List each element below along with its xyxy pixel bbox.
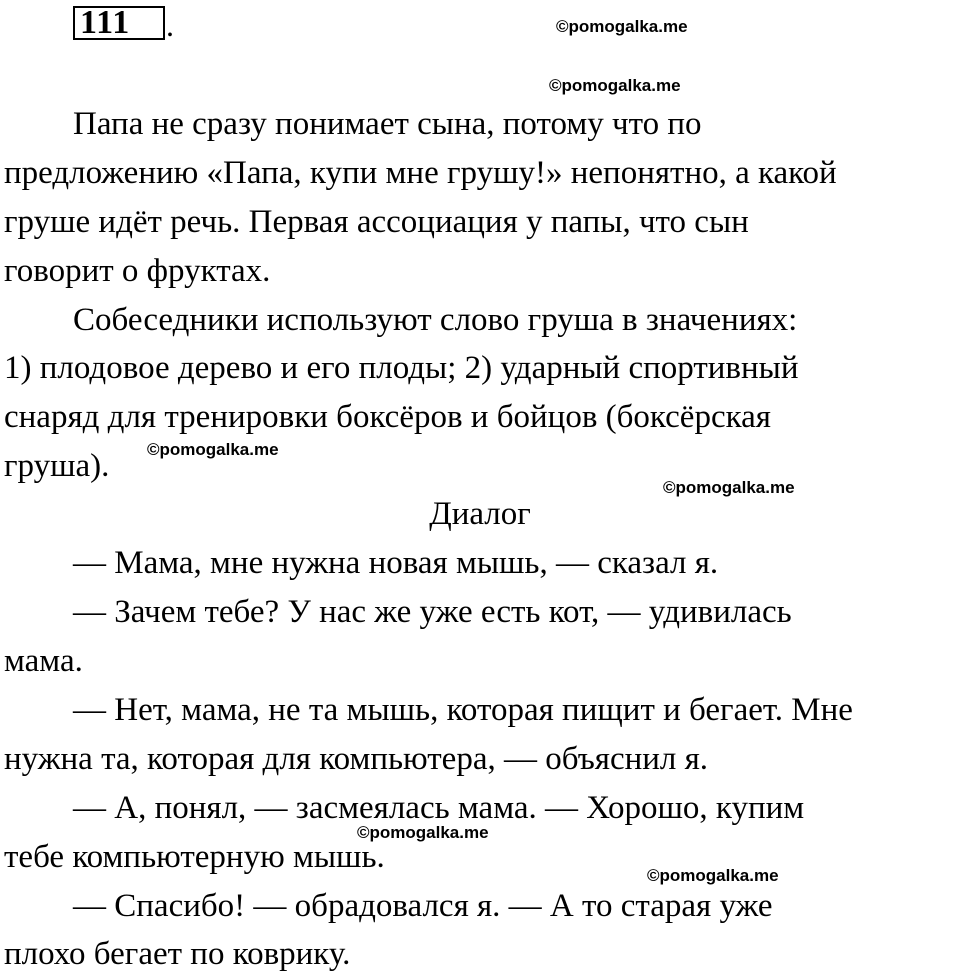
paragraph-line: груше идёт речь. Первая ассоциация у папы, что сын bbox=[4, 204, 749, 240]
paragraph-line: Собеседники используют слово груша в значениях: bbox=[73, 302, 798, 338]
watermark: ©pomogalka.me bbox=[663, 478, 795, 497]
dialog-line: — Зачем тебе? У нас же уже есть кот, — удивилась bbox=[73, 594, 792, 630]
paragraph-line: груша). bbox=[4, 448, 110, 484]
paragraph-line: предложению «Папа, купи мне грушу!» непонятно, а какой bbox=[4, 155, 837, 191]
paragraph-line: Папа не сразу понимает сына, потому что по bbox=[73, 106, 702, 142]
dialog-line: нужна та, которая для компьютера, — объяснил я. bbox=[4, 741, 709, 777]
task-number-dot: . bbox=[166, 7, 174, 43]
watermark: ©pomogalka.me bbox=[556, 17, 688, 36]
dialog-line: — Нет, мама, не та мышь, которая пищит и бегает. Мне bbox=[73, 692, 853, 728]
watermark: ©pomogalka.me bbox=[549, 76, 681, 95]
dialog-line: — Мама, мне нужна новая мышь, — сказал я. bbox=[73, 545, 719, 581]
dialog-line: мама. bbox=[4, 643, 83, 679]
dialog-line: тебе компьютерную мышь. bbox=[4, 839, 385, 875]
watermark: ©pomogalka.me bbox=[357, 823, 489, 842]
task-number: 111 bbox=[80, 4, 131, 41]
watermark: ©pomogalka.me bbox=[647, 866, 779, 885]
dialog-line: — А, понял, — засмеялась мама. — Хорошо, купим bbox=[73, 790, 805, 826]
paragraph-line: 1) плодовое дерево и его плоды; 2) ударный спортивный bbox=[4, 350, 799, 386]
watermark: ©pomogalka.me bbox=[147, 440, 279, 459]
dialog-line: плохо бегает по коврику. bbox=[4, 936, 351, 972]
dialog-title: Диалог bbox=[429, 496, 531, 532]
dialog-line: — Спасибо! — обрадовался я. — А то старая уже bbox=[73, 888, 773, 924]
paragraph-line: снаряд для тренировки боксёров и бойцов (боксёрская bbox=[4, 399, 771, 435]
paragraph-line: говорит о фруктах. bbox=[4, 253, 271, 289]
